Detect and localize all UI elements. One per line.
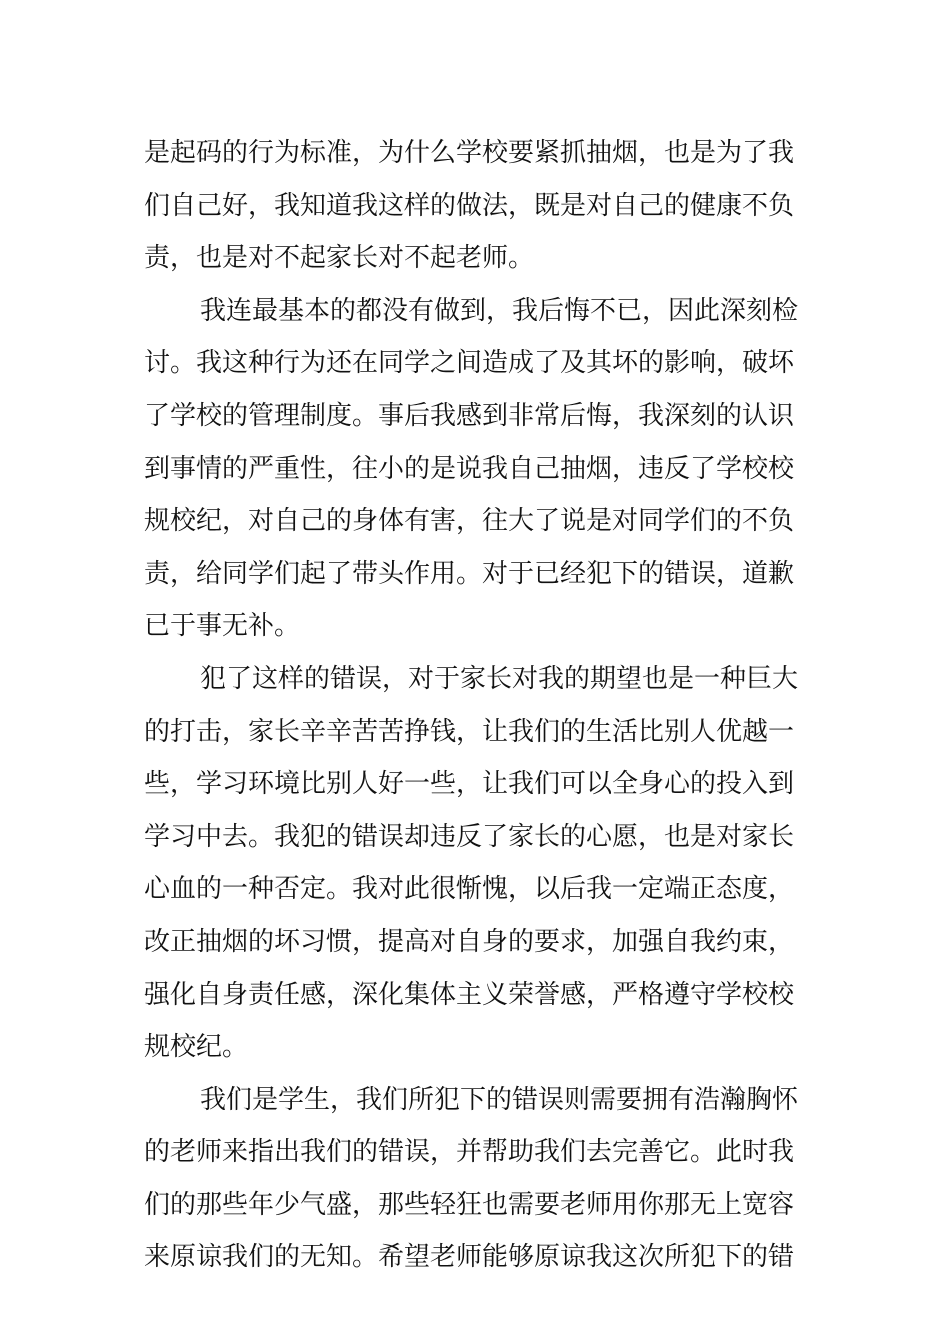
text-line: 们的那些年少气盛，那些轻狂也需要老师用你那无上宽容 — [144, 1189, 795, 1220]
text-line: 已于事无补。 — [144, 611, 301, 642]
text-line: 讨。我这种行为还在同学之间造成了及其坏的影响，破坏 — [144, 348, 795, 379]
text-line: 了学校的管理制度。事后我感到非常后悔，我深刻的认识 — [144, 400, 795, 431]
text-line: 规校纪，对自己的身体有害，往大了说是对同学们的不负 — [144, 506, 795, 537]
paragraph-start-line: 我连最基本的都没有做到，我后悔不已，因此深刻检 — [200, 295, 799, 326]
text-line: 心血的一种否定。我对此很惭愧，以后我一定端正态度， — [144, 874, 795, 905]
text-line: 来原谅我们的无知。希望老师能够原谅我这次所犯下的错 — [144, 1242, 795, 1273]
text-line: 规校纪。 — [144, 1032, 249, 1063]
text-line: 些，学习环境比别人好一些，让我们可以全身心的投入到 — [144, 769, 795, 800]
paragraph-start-line: 我们是学生，我们所犯下的错误则需要拥有浩瀚胸怀 — [200, 1084, 799, 1115]
text-line: 们自己好，我知道我这样的做法，既是对自己的健康不负 — [144, 190, 795, 221]
text-line: 学习中去。我犯的错误却违反了家长的心愿，也是对家长 — [144, 821, 795, 852]
text-line: 的打击，家长辛辛苦苦挣钱，让我们的生活比别人优越一 — [144, 716, 795, 747]
text-line: 责，给同学们起了带头作用。对于已经犯下的错误，道歉 — [144, 558, 795, 589]
document-body — [144, 127, 808, 1284]
paragraph-start-line: 犯了这样的错误，对于家长对我的期望也是一种巨大 — [200, 663, 799, 694]
text-line: 是起码的行为标准，为什么学校要紧抓抽烟，也是为了我 — [144, 138, 795, 168]
text-line: 的老师来指出我们的错误，并帮助我们去完善它。此时我 — [144, 1137, 795, 1168]
text-line: 改正抽烟的坏习惯，提高对自身的要求，加强自我约束， — [144, 926, 795, 957]
text-line: 到事情的严重性，往小的是说我自己抽烟，违反了学校校 — [144, 453, 795, 484]
text-line: 责，也是对不起家长对不起老师。 — [144, 243, 535, 274]
text-line: 强化自身责任感，深化集体主义荣誉感，严格遵守学校校 — [144, 979, 795, 1010]
